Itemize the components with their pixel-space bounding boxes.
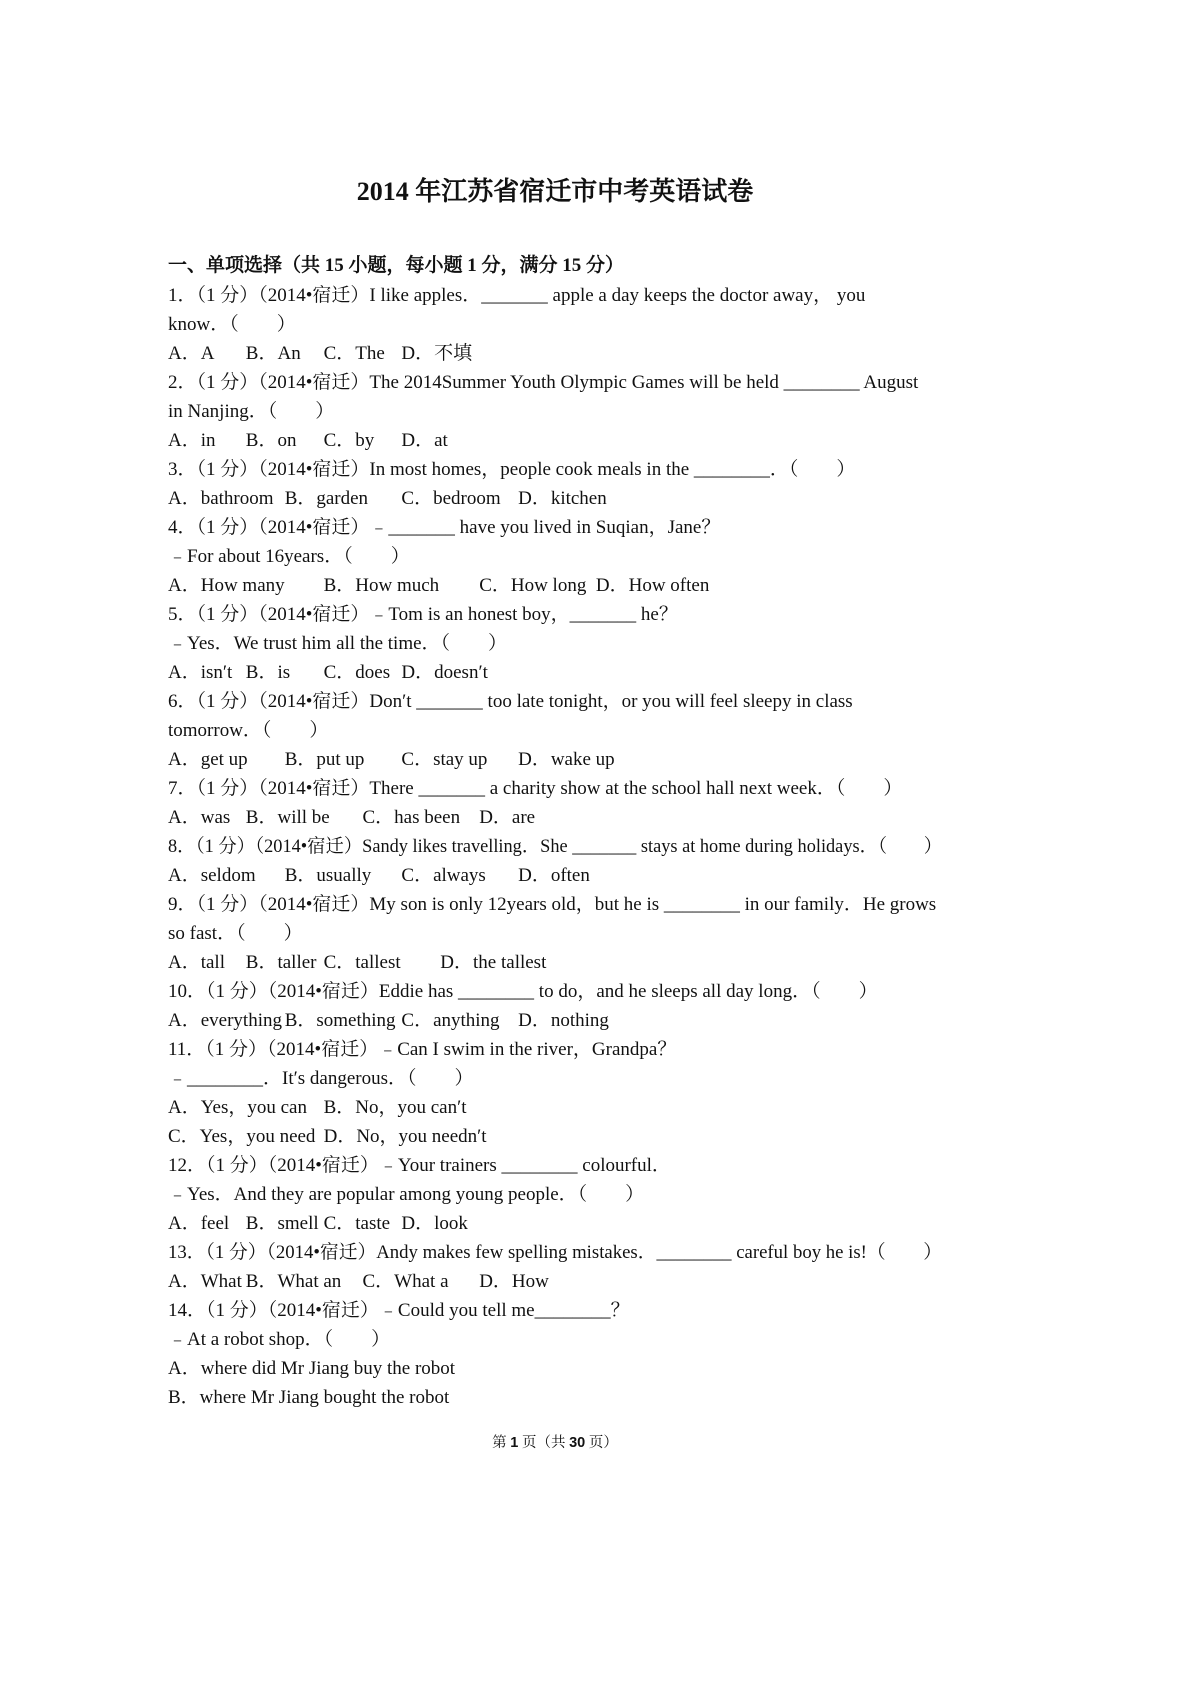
option-a: A．tall xyxy=(168,952,225,973)
question-stem-line: 9．（1 分）（2014•宿迁）My son is only 12years old，but he is ________ in our family．He grows xyxy=(168,894,937,915)
option-c: C．by xyxy=(323,430,375,451)
question-10 xyxy=(168,977,942,1035)
options-row xyxy=(168,1354,942,1383)
question-stem-line: know．（ ） xyxy=(168,314,296,335)
question-stem-line: 11．（1 分）（2014•宿迁）﹣Can I swim in the river，Grandpa？ xyxy=(168,1039,677,1060)
question-stem-line: 4．（1 分）（2014•宿迁）﹣_______ have you lived in Suqian，Jane？ xyxy=(168,517,721,538)
options-row xyxy=(168,484,942,513)
options-row xyxy=(168,1093,942,1122)
options-row xyxy=(168,571,942,600)
option-d: D．look xyxy=(401,1213,468,1234)
option-a: A．How many xyxy=(168,575,285,596)
option-d: D．How xyxy=(479,1271,549,1292)
option-a: A．Yes，you can xyxy=(168,1097,307,1118)
option-c: C．bedroom xyxy=(401,488,501,509)
section-heading: 一、单项选择（共 15 小题，每小题 1 分，满分 15 分） xyxy=(168,255,625,276)
option-c: C．taste xyxy=(323,1213,391,1234)
question-stem-line: ﹣________．It′s dangerous．（ ） xyxy=(168,1068,474,1089)
question-stem-line: ﹣For about 16years．（ ） xyxy=(168,546,410,567)
options-row xyxy=(168,1383,942,1412)
options-row xyxy=(168,948,942,977)
option-d: D．doesn′t xyxy=(401,662,488,683)
option-d: D．不填 xyxy=(401,343,473,364)
option-a: A．where did Mr Jiang buy the robot xyxy=(168,1358,456,1379)
question-2 xyxy=(168,368,942,455)
option-d: D．the tallest xyxy=(440,952,547,973)
option-c: C．always xyxy=(401,865,486,886)
question-stem-line: tomorrow．（ ） xyxy=(168,720,329,741)
option-c: C．stay up xyxy=(401,749,488,770)
options-row xyxy=(168,426,942,455)
page-footer xyxy=(168,1432,942,1454)
options-row xyxy=(168,1122,942,1151)
question-stem-line: 7．（1 分）（2014•宿迁）There _______ a charity show at the school hall next week．（ ） xyxy=(168,778,903,799)
option-a: A．A xyxy=(168,343,215,364)
question-stem-line: 13．（1 分）（2014•宿迁）Andy makes few spelling mistakes．________ careful boy he is!（ ） xyxy=(168,1242,942,1263)
option-b: B．taller xyxy=(245,952,317,973)
option-b: B．put up xyxy=(284,749,365,770)
footer-middle: 页（共 xyxy=(518,1435,570,1451)
option-c: C．How long xyxy=(479,575,587,596)
option-b: B．garden xyxy=(284,488,369,509)
option-d: D．nothing xyxy=(518,1010,609,1031)
options-row xyxy=(168,658,942,687)
option-d: D．wake up xyxy=(518,749,615,770)
question-3 xyxy=(168,455,942,513)
question-stem-line: 3．（1 分）（2014•宿迁）In most homes，people cook meals in the ________．（ ） xyxy=(168,459,856,480)
question-stem-line: 10．（1 分）（2014•宿迁）Eddie has ________ to do，and he sleeps all day long．（ ） xyxy=(168,981,878,1002)
option-a: A．was xyxy=(168,807,231,828)
question-11 xyxy=(168,1035,942,1151)
question-stem-line: 14．（1 分）（2014•宿迁）﹣Could you tell me________？ xyxy=(168,1300,630,1321)
total-pages: 30 xyxy=(569,1435,586,1451)
option-d: D．No，you needn′t xyxy=(323,1126,487,1147)
question-stem-line: 2．（1 分）（2014•宿迁）The 2014Summer Youth Olympic Games will be held ________ August xyxy=(168,372,919,393)
question-1 xyxy=(168,281,942,368)
options-row xyxy=(168,745,942,774)
option-a: A．everything xyxy=(168,1010,282,1031)
option-b: B．How much xyxy=(323,575,440,596)
option-d: D．at xyxy=(401,430,448,451)
option-d: D．How often xyxy=(595,575,710,596)
option-c: C．has been xyxy=(362,807,461,828)
question-13 xyxy=(168,1238,942,1296)
question-stem-line: ﹣Yes．And they are popular among young people．（ ） xyxy=(168,1184,645,1205)
option-b: B．something xyxy=(284,1010,396,1031)
options-row xyxy=(168,803,942,832)
question-stem-line: 8．（1 分）（2014•宿迁）Sandy likes travelling．She _______ stays at home during holidays．（ ） xyxy=(168,836,943,857)
options-row xyxy=(168,1209,942,1238)
question-stem-line: ﹣At a robot shop．（ ） xyxy=(168,1329,391,1350)
question-stem-line: 6．（1 分）（2014•宿迁）Don′t _______ too late tonight，or you will feel sleepy in class xyxy=(168,691,853,712)
option-b: B．on xyxy=(245,430,297,451)
question-7 xyxy=(168,774,942,832)
option-b: B．No，you can′t xyxy=(323,1097,467,1118)
options-row xyxy=(168,1006,942,1035)
options-row xyxy=(168,861,942,890)
option-c: C．tallest xyxy=(323,952,401,973)
option-b: B．What an xyxy=(245,1271,342,1292)
option-a: A．in xyxy=(168,430,216,451)
option-d: D．are xyxy=(479,807,536,828)
paper-title: 2014 年江苏省宿迁市中考英语试卷 xyxy=(356,177,754,206)
option-b: B．will be xyxy=(245,807,330,828)
question-5 xyxy=(168,600,942,687)
option-b: B．smell xyxy=(245,1213,319,1234)
options-row xyxy=(168,339,942,368)
option-b: B．is xyxy=(245,662,291,683)
option-b: B．usually xyxy=(284,865,372,886)
question-9 xyxy=(168,890,942,977)
option-a: A．What xyxy=(168,1271,242,1292)
option-a: A．get up xyxy=(168,749,248,770)
option-c: C．What a xyxy=(362,1271,449,1292)
question-stem-line: ﹣Yes．We trust him all the time．（ ） xyxy=(168,633,508,654)
question-stem-line: in Nanjing．（ ） xyxy=(168,401,335,422)
options-row xyxy=(168,1267,942,1296)
option-a: A．bathroom xyxy=(168,488,274,509)
question-stem-line: 12．（1 分）（2014•宿迁）﹣Your trainers ________ colourful． xyxy=(168,1155,671,1176)
question-stem-line: so fast．（ ） xyxy=(168,923,303,944)
question-4 xyxy=(168,513,942,600)
question-list xyxy=(168,281,942,1412)
option-a: A．isn′t xyxy=(168,662,233,683)
footer-prefix: 第 xyxy=(492,1435,511,1451)
question-14 xyxy=(168,1296,942,1412)
option-d: D．often xyxy=(518,865,590,886)
option-b: B．where Mr Jiang bought the robot xyxy=(168,1387,450,1408)
question-12 xyxy=(168,1151,942,1238)
option-c: C．anything xyxy=(401,1010,500,1031)
question-stem-line: 1．（1 分）（2014•宿迁）I like apples．_______ apple a day keeps the doctor away， you xyxy=(168,285,866,306)
option-c: C．does xyxy=(323,662,391,683)
question-6 xyxy=(168,687,942,774)
option-b: B．An xyxy=(245,343,301,364)
page-number: 1 xyxy=(510,1435,519,1451)
option-c: C．The xyxy=(323,343,385,364)
option-a: A．feel xyxy=(168,1213,230,1234)
question-stem-line: 5．（1 分）（2014•宿迁）﹣Tom is an honest boy，_______ he？ xyxy=(168,604,678,625)
option-a: A．seldom xyxy=(168,865,256,886)
question-8 xyxy=(168,832,942,890)
footer-suffix: 页） xyxy=(585,1435,618,1451)
option-d: D．kitchen xyxy=(518,488,607,509)
option-c: C．Yes，you need xyxy=(168,1126,316,1147)
